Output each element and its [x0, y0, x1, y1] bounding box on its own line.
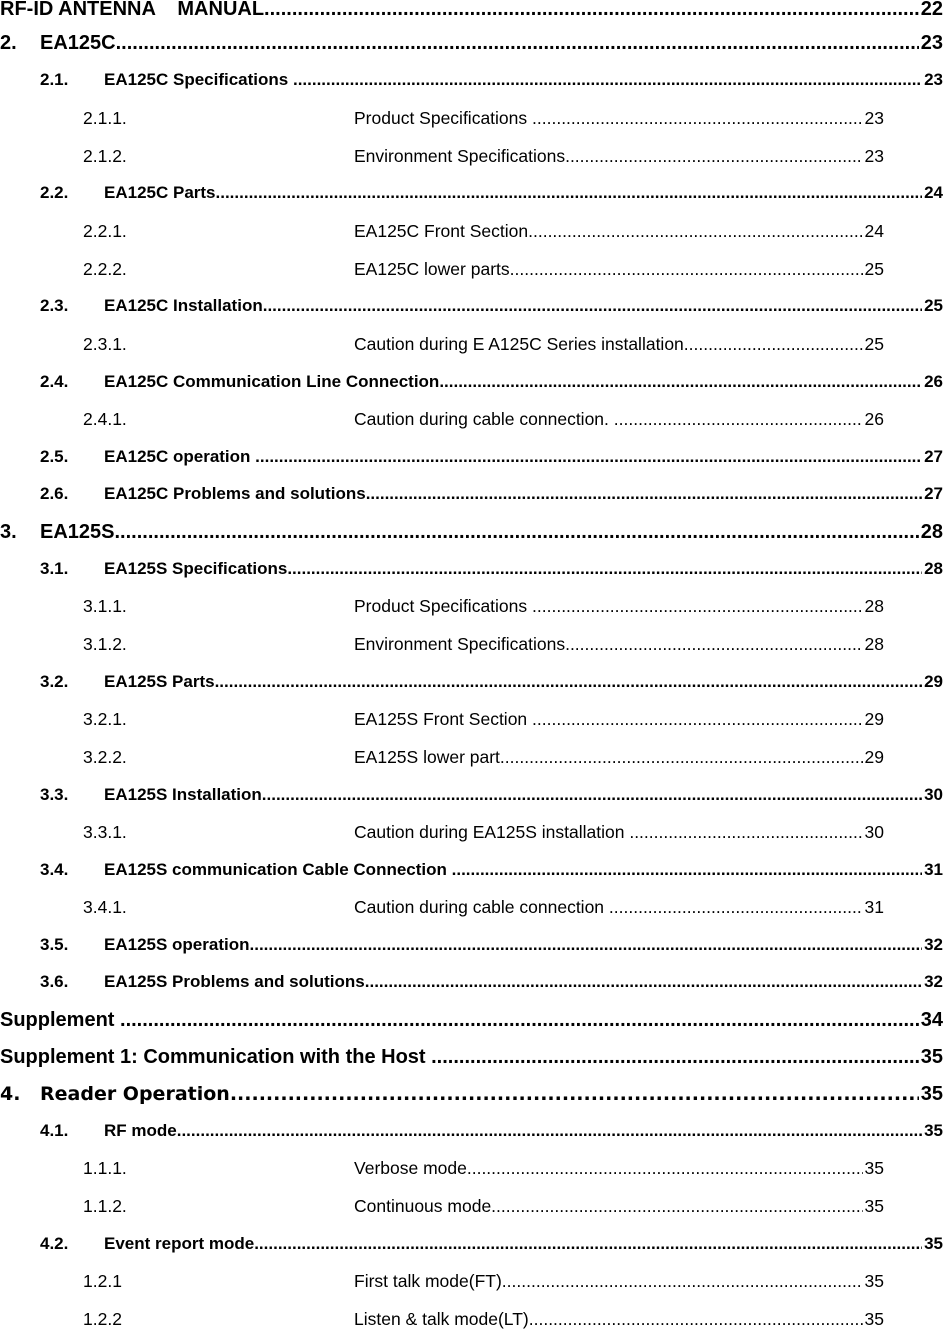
toc-entry[interactable] — [0, 972, 943, 1002]
toc-entry[interactable] — [0, 1196, 943, 1226]
toc-entry-page-number: 28 — [864, 634, 884, 654]
toc-entry-page-number: 25 — [864, 334, 884, 354]
toc-entry-title: EA125C Parts — [104, 183, 216, 202]
toc-entry-number: 2. — [0, 32, 17, 54]
toc-entry-title: Supplement — [0, 1009, 121, 1031]
toc-entry-title: First talk mode(FT) — [354, 1271, 502, 1291]
dot-leader — [609, 897, 863, 918]
toc-entry[interactable] — [0, 183, 943, 213]
toc-entry-page-number: 29 — [864, 747, 884, 767]
toc-entry[interactable] — [0, 1158, 943, 1188]
toc-entry-page-number: 35 — [924, 1121, 943, 1140]
toc-entry-page-number: 28 — [924, 559, 943, 578]
toc-entry[interactable] — [0, 1046, 943, 1076]
toc-entry-page-number: 30 — [864, 822, 884, 842]
toc-entry-number: 3.3.1. — [83, 822, 127, 842]
toc-entry[interactable] — [0, 259, 943, 289]
toc-entry-page-number: 35 — [864, 1158, 884, 1178]
toc-entry-title: EA125C Communication Line Connection — [104, 372, 440, 391]
toc-entry-title: EA125S Front Section — [354, 709, 533, 729]
dot-leader — [263, 296, 922, 316]
toc-entry-page-number: 23 — [864, 146, 884, 166]
dot-leader — [439, 372, 922, 392]
toc-entry-title: EA125C operation — [104, 447, 256, 466]
dot-leader — [528, 221, 862, 242]
dot-leader — [215, 672, 923, 692]
toc-entry-title: EA125C Front Section — [354, 221, 529, 241]
toc-entry[interactable] — [0, 221, 943, 251]
toc-entry-number: 4.1. — [40, 1121, 69, 1140]
toc-entry-page-number: 29 — [924, 672, 943, 691]
toc-entry-number: 3.1. — [40, 559, 69, 578]
dot-leader — [262, 785, 922, 805]
toc-entry[interactable] — [0, 108, 943, 138]
dot-leader — [216, 183, 923, 203]
toc-entry-title: Reader Operation — [40, 1083, 230, 1105]
dot-leader — [365, 972, 922, 992]
toc-entry-title: RF-ID ANTENNA MANUAL — [0, 0, 265, 20]
toc-entry-number: 3.2.1. — [83, 709, 127, 729]
dot-leader — [532, 709, 863, 730]
dot-leader — [614, 409, 863, 430]
toc-entry-title: EA125S Installation — [104, 785, 262, 804]
toc-entry[interactable] — [0, 1083, 943, 1113]
toc-entry-page-number: 25 — [924, 296, 943, 315]
toc-entry-page-number: 23 — [920, 32, 943, 54]
dot-leader — [177, 1121, 922, 1141]
toc-entry-page-number: 35 — [864, 1271, 884, 1291]
toc-entry-number: 2.3. — [40, 296, 69, 315]
dot-leader — [684, 334, 863, 355]
toc-entry[interactable] — [0, 709, 943, 739]
toc-entry-number: 3.1.1. — [83, 596, 127, 616]
toc-entry-number: 1.2.2 — [83, 1309, 122, 1329]
toc-entry[interactable] — [0, 1009, 943, 1039]
toc-entry-number: 4. — [0, 1083, 21, 1105]
toc-entry-page-number: 24 — [924, 183, 943, 202]
dot-leader — [250, 935, 923, 955]
toc-entry[interactable] — [0, 70, 943, 100]
toc-entry-number: 3.2.2. — [83, 747, 127, 767]
toc-entry-page-number: 27 — [924, 447, 943, 466]
dot-leader — [254, 1234, 922, 1254]
dot-leader — [510, 259, 863, 280]
toc-entry-page-number: 32 — [924, 935, 943, 954]
toc-entry-number: 3.3. — [40, 785, 69, 804]
toc-entry-title: EA125C lower parts — [354, 259, 510, 279]
toc-entry[interactable] — [0, 559, 943, 589]
toc-entry-page-number: 26 — [924, 372, 943, 391]
toc-entry-page-number: 31 — [924, 860, 943, 879]
toc-entry-number: 2.1.1. — [83, 108, 127, 128]
toc-entry-page-number: 27 — [924, 484, 943, 503]
toc-entry[interactable] — [0, 372, 943, 402]
toc-entry-title: EA125S Parts — [104, 672, 215, 691]
dot-leader — [565, 634, 862, 655]
toc-entry-number: 3. — [0, 521, 17, 543]
dot-leader — [255, 447, 922, 467]
toc-entry-title: Product Specifications — [354, 596, 533, 616]
toc-entry-page-number: 23 — [924, 70, 943, 89]
dot-leader — [491, 1196, 862, 1217]
toc-entry[interactable] — [0, 447, 943, 477]
toc-entry-title: Caution during cable connection — [354, 897, 609, 917]
toc-entry-page-number: 28 — [920, 521, 943, 543]
toc-entry[interactable] — [0, 146, 943, 176]
toc-entry[interactable] — [0, 897, 943, 927]
toc-entry-number: 2.6. — [40, 484, 69, 503]
dot-leader — [532, 596, 863, 617]
toc-entry-number: 1.1.2. — [83, 1196, 127, 1216]
toc-entry-title: Environment Specifications — [354, 146, 566, 166]
toc-entry-title: Caution during cable connection. — [354, 409, 614, 429]
toc-entry[interactable] — [0, 0, 943, 28]
dot-leader — [502, 1271, 863, 1292]
toc-entry-title: EA125S lower part — [354, 747, 500, 767]
toc-entry[interactable] — [0, 1309, 943, 1339]
toc-entry-title: Event report mode — [104, 1234, 255, 1253]
toc-entry-title: Supplement 1: Communication with the Host — [0, 1046, 432, 1068]
toc-entry[interactable] — [0, 1121, 943, 1151]
dot-leader — [532, 108, 863, 129]
toc-entry-number: 1.1.1. — [83, 1158, 127, 1178]
toc-entry[interactable] — [0, 1271, 943, 1301]
toc-entry[interactable] — [0, 596, 943, 626]
dot-leader — [116, 32, 919, 55]
toc-entry-number: 2.4.1. — [83, 409, 127, 429]
toc-entry-number: 2.1. — [40, 70, 69, 89]
toc-entry-page-number: 30 — [924, 785, 943, 804]
toc-entry-number: 2.5. — [40, 447, 69, 466]
toc-entry-page-number: 35 — [920, 1083, 943, 1105]
toc-entry[interactable] — [0, 935, 943, 965]
dot-leader — [115, 521, 919, 544]
toc-entry-title: EA125C Specifications — [104, 70, 293, 89]
toc-entry-number: 3.4.1. — [83, 897, 127, 917]
toc-entry-number: 2.2. — [40, 183, 69, 202]
toc-entry-page-number: 35 — [864, 1309, 884, 1329]
toc-entry-page-number: 24 — [864, 221, 884, 241]
toc-entry-page-number: 35 — [920, 1046, 943, 1068]
dot-leader — [230, 1083, 919, 1105]
toc-entry-number: 3.1.2. — [83, 634, 127, 654]
toc-entry[interactable] — [0, 634, 943, 664]
dot-leader — [293, 70, 922, 90]
dot-leader — [431, 1046, 919, 1069]
toc-entry-number: 2.4. — [40, 372, 69, 391]
toc-entry[interactable] — [0, 860, 943, 890]
dot-leader — [565, 146, 862, 167]
dot-leader — [264, 0, 919, 21]
toc-entry[interactable] — [0, 296, 943, 326]
dot-leader — [529, 1309, 863, 1330]
dot-leader — [366, 484, 922, 504]
toc-entry-number: 4.2. — [40, 1234, 69, 1253]
toc-entry-page-number: 29 — [864, 709, 884, 729]
toc-entry[interactable] — [0, 32, 943, 62]
toc-entry-title: EA125S communication Cable Connection — [104, 860, 452, 879]
toc-entry-title: Caution during E A125C Series installation — [354, 334, 684, 354]
toc-entry-title: Caution during EA125S installation — [354, 822, 630, 842]
toc-entry-page-number: 32 — [924, 972, 943, 991]
dot-leader — [629, 822, 862, 843]
dot-leader — [120, 1009, 919, 1032]
toc-entry-number: 1.2.1 — [83, 1271, 122, 1291]
toc-entry[interactable] — [0, 822, 943, 852]
toc-entry-title: Verbose mode — [354, 1158, 467, 1178]
toc-entry-page-number: 28 — [864, 596, 884, 616]
toc-entry-number: 2.2.1. — [83, 221, 127, 241]
toc-entry[interactable] — [0, 785, 943, 815]
toc-entry[interactable] — [0, 484, 943, 514]
toc-entry-title: EA125S operation — [104, 935, 250, 954]
toc-entry-number: 3.6. — [40, 972, 69, 991]
dot-leader — [500, 747, 863, 768]
toc-entry[interactable] — [0, 521, 943, 551]
toc-entry-number: 3.4. — [40, 860, 69, 879]
toc-entry-title: EA125S Specifications — [104, 559, 288, 578]
toc-entry[interactable] — [0, 1234, 943, 1264]
toc-entry-title: EA125C Problems and solutions — [104, 484, 366, 503]
dot-leader — [287, 559, 922, 579]
toc-entry-page-number: 23 — [864, 108, 884, 128]
toc-entry-title: Product Specifications — [354, 108, 533, 128]
toc-entry-title: EA125C — [40, 32, 116, 54]
toc-entry[interactable] — [0, 747, 943, 777]
toc-entry-title: Environment Specifications — [354, 634, 566, 654]
toc-entry-number: 2.1.2. — [83, 146, 127, 166]
dot-leader — [467, 1158, 863, 1179]
toc-entry-title: Continuous mode — [354, 1196, 492, 1216]
toc-entry-page-number: 31 — [864, 897, 884, 917]
toc-entry-title: EA125C Installation — [104, 296, 263, 315]
toc-entry-page-number: 22 — [920, 0, 943, 20]
toc-entry-number: 2.3.1. — [83, 334, 127, 354]
toc-entry[interactable] — [0, 409, 943, 439]
toc-entry-title: EA125S Problems and solutions — [104, 972, 365, 991]
toc-entry-number: 3.5. — [40, 935, 69, 954]
dot-leader — [452, 860, 922, 880]
toc-entry-page-number: 35 — [924, 1234, 943, 1253]
toc-entry-title: Listen & talk mode(LT) — [354, 1309, 529, 1329]
toc-entry-page-number: 34 — [920, 1009, 943, 1031]
toc-entry[interactable] — [0, 672, 943, 702]
toc-entry-title: EA125S — [40, 521, 115, 543]
toc-entry-number: 2.2.2. — [83, 259, 127, 279]
toc-entry-title: RF mode — [104, 1121, 177, 1140]
toc-entry-page-number: 26 — [864, 409, 884, 429]
toc-entry-page-number: 25 — [864, 259, 884, 279]
toc-entry[interactable] — [0, 334, 943, 364]
toc-entry-page-number: 35 — [864, 1196, 884, 1216]
toc-entry-number: 3.2. — [40, 672, 69, 691]
